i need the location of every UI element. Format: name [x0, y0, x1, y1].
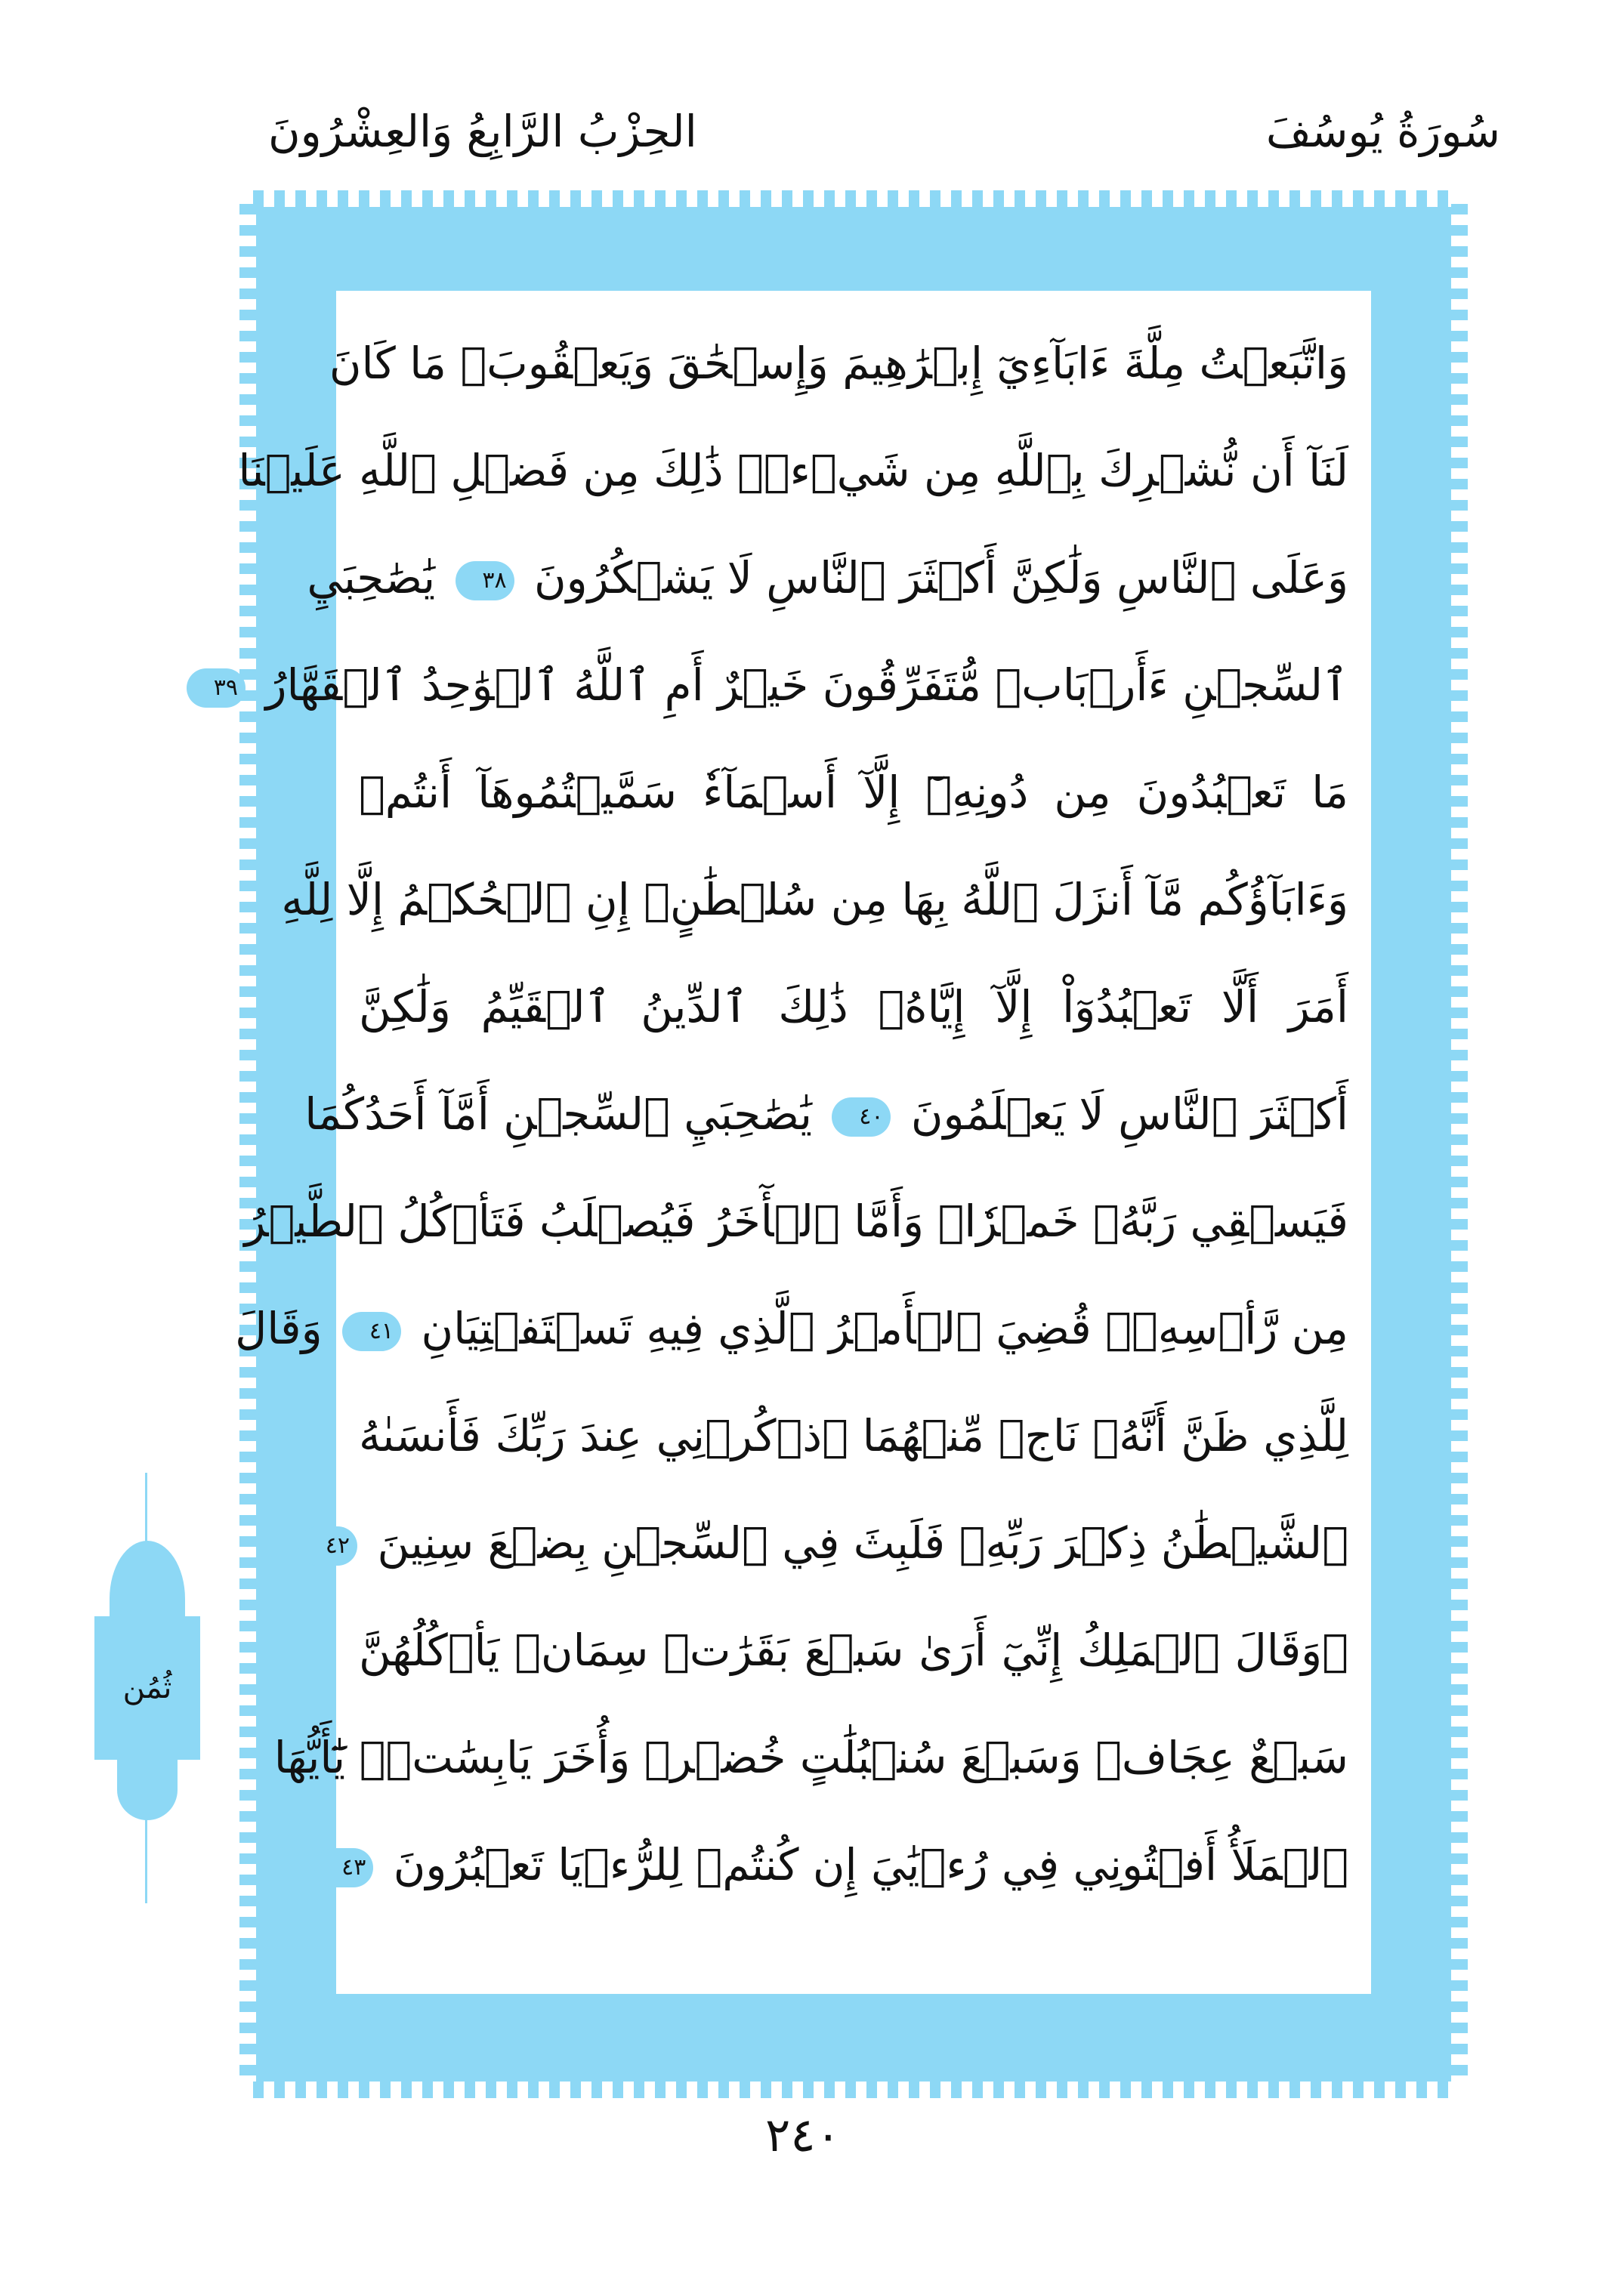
verse-text: ٱلۡمَلَأُ أَفۡتُونِي فِي رُءۡيَٰيَ إِن كُنتُمۡ لِلرُّءۡيَا تَعۡبُرُونَ: [393, 1839, 1348, 1890]
verse-line: [307, 524, 1348, 631]
text-page: [213, 291, 1371, 1994]
verse-text: مَا تَعۡبُدُونَ مِن دُونِهِۦٓ إِلَّآ أَسۡمَآءٗ سَمَّيۡتُمُوهَآ أَنتُمۡ: [359, 767, 1348, 818]
verse-line: [325, 1489, 1348, 1597]
page-number: ٢٤٠: [765, 2107, 841, 2162]
verse-line: [304, 1060, 1348, 1168]
verse-text: وَاتَّبَعۡتُ مِلَّةَ ءَابَآءِيٓ إِبۡرَٰهِيمَ وَإِسۡحَٰقَ وَيَعۡقُوبَۚ مَا كَانَ: [329, 338, 1348, 389]
thumun-marker: [94, 1541, 200, 1843]
verse-line: [238, 417, 1348, 524]
verse-line: [359, 1597, 1348, 1704]
verse-number-marker: ٤١: [342, 1312, 401, 1351]
verse-line: [281, 846, 1348, 953]
verse-text: ٱلسِّجۡنِ ءَأَرۡبَابٞ مُّتَفَرِّقُونَ خَيۡرٌ أَمِ ٱللَّهُ ٱلۡوَٰحِدُ ٱلۡقَهَّارُ: [265, 659, 1348, 711]
verse-text: ٱلشَّيۡطَٰنُ ذِكۡرَ رَبِّهِۦ فَلَبِثَ فِي ٱلسِّجۡنِ بِضۡعَ سِنِينَ: [377, 1517, 1348, 1569]
verse-text: فَيَسۡقِي رَبَّهُۥ خَمۡرٗاۖ وَأَمَّا ٱلۡأٓخَرُ فَيُصۡلَبُ فَتَأۡكُلُ ٱلطَّيۡرُ: [244, 1196, 1348, 1247]
verse-number-marker: ٣٩: [187, 668, 246, 708]
verse-number-marker: ٤٢: [298, 1526, 357, 1566]
verse-line: [359, 953, 1348, 1060]
verse-line: [359, 739, 1348, 846]
verse-text: مِن رَّأۡسِهِۦۚ قُضِيَ ٱلۡأَمۡرُ ٱلَّذِي فِيهِ تَسۡتَفۡتِيَانِ: [421, 1303, 1348, 1354]
verse-text: يَٰصَٰحِبَيِ: [307, 552, 436, 603]
verse-text: ۞وَقَالَ ٱلۡمَلِكُ إِنِّيٓ أَرَىٰ سَبۡعَ بَقَرَٰتٖ سِمَانٖ يَأۡكُلُهُنَّ: [359, 1625, 1348, 1676]
page-frame: [213, 204, 1454, 2085]
verse-number-marker: ٤٠: [832, 1097, 891, 1137]
thumun-label: ثُمُن: [122, 1671, 172, 1705]
verse-text: أَمَرَ أَلَّا تَعۡبُدُوٓاْ إِلَّآ إِيَّاهُۚ ذَٰلِكَ ٱلدِّينُ ٱلۡقَيِّمُ وَلَٰكِنَّ: [359, 981, 1348, 1032]
verse-number-marker: ٤٣: [314, 1848, 373, 1887]
verse-line: [213, 631, 1348, 739]
verse-text: وَعَلَى ٱلنَّاسِ وَلَٰكِنَّ أَكۡثَرَ ٱلنَّاسِ لَا يَشۡكُرُونَ: [534, 552, 1348, 603]
verse-text: يَٰصَٰحِبَيِ ٱلسِّجۡنِ أَمَّآ أَحَدُكُمَا: [304, 1088, 813, 1140]
verse-text: سَبۡعٌ عِجَافٞ وَسَبۡعَ سُنۢبُلَٰتٍ خُضۡرٖ وَأُخَرَ يَابِسَٰتٖۖ يَٰٓأَيُّهَا: [273, 1732, 1348, 1783]
surah-name: سُورَةُ يُوسُفَ: [1265, 106, 1500, 157]
verse-line: [341, 1811, 1348, 1918]
verse-text: وَقَالَ: [235, 1303, 323, 1354]
verse-number-marker: ٣٨: [456, 561, 514, 600]
verse-text: لَنَآ أَن نُّشۡرِكَ بِٱللَّهِ مِن شَيۡءٖۚ ذَٰلِكَ مِن فَضۡلِ ٱللَّهِ عَلَيۡنَا: [238, 445, 1348, 496]
verse-line: [244, 1168, 1348, 1275]
verse-line: [235, 1275, 1348, 1382]
verse-text: أَكۡثَرَ ٱلنَّاسِ لَا يَعۡلَمُونَ: [910, 1088, 1348, 1140]
verse-line: [273, 1704, 1348, 1811]
verse-line: [329, 310, 1348, 417]
hizb-name: الحِزْبُ الرَّابِعُ وَالعِشْرُونَ: [268, 106, 697, 157]
verse-text: لِلَّذِي ظَنَّ أَنَّهُۥ نَاجٖ مِّنۡهُمَا ٱذۡكُرۡنِي عِندَ رَبِّكَ فَأَنسَىٰهُ: [359, 1410, 1348, 1461]
verse-text: وَءَابَآؤُكُم مَّآ أَنزَلَ ٱللَّهُ بِهَا مِن سُلۡطَٰنٍۚ إِنِ ٱلۡحُكۡمُ إِلَّا لِلَّهِ: [281, 874, 1348, 925]
verse-line: [359, 1382, 1348, 1489]
